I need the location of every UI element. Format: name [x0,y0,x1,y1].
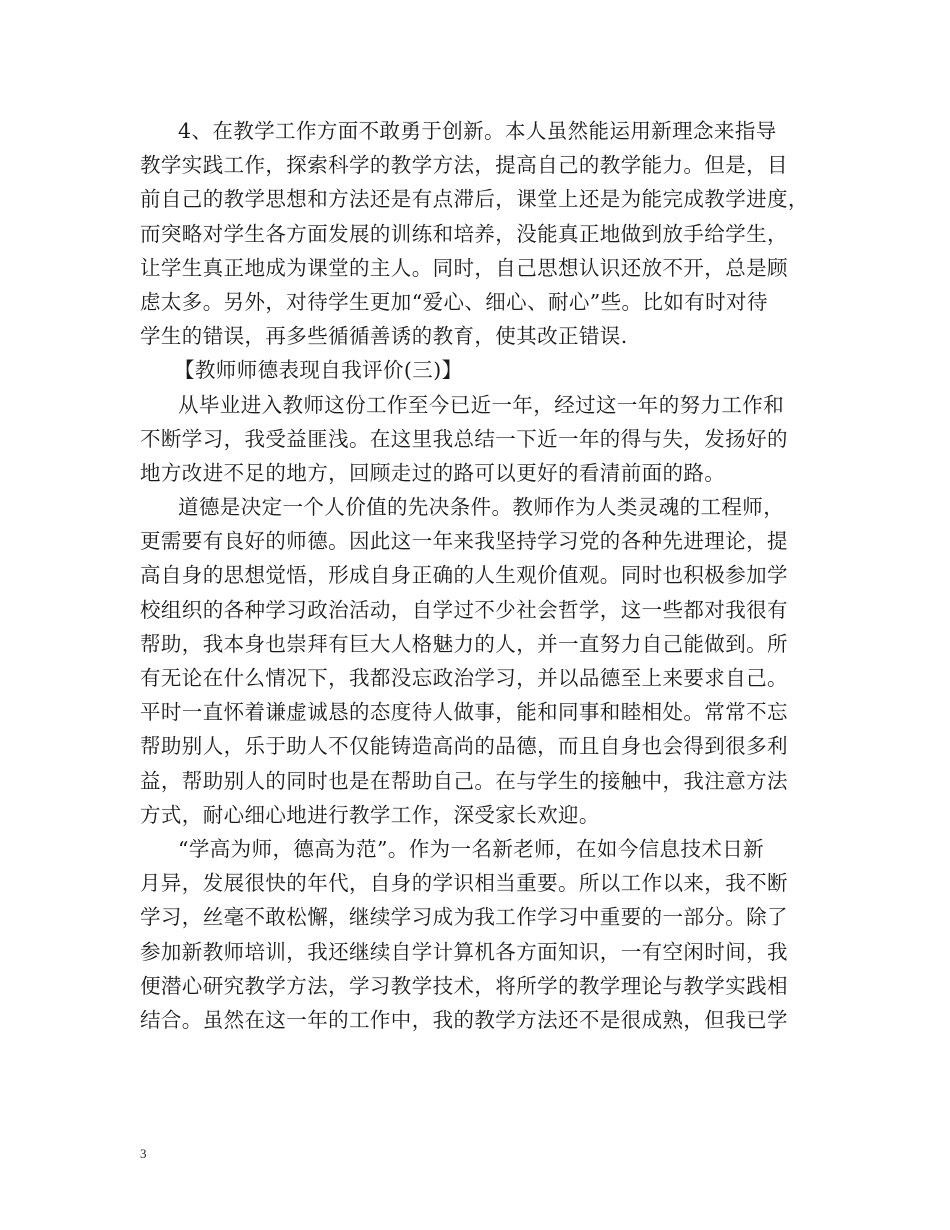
paragraph-line: 道德是决定一个人价值的先决条件。教师作为人类灵魂的工程师， [178,495,785,520]
paragraph-line: 不断学习，我受益匪浅。在这里我总结一下近一年的得与失，发扬好的 [140,426,788,451]
paragraph-line: 便潜心研究教学方法，学习教学技术，将所学的教学理论与教学实践相 [140,973,788,998]
page-number: 3 [140,1146,147,1161]
paragraph-line: 教学实践工作，探索科学的教学方法，提高自己的教学能力。但是，目 [140,153,788,178]
paragraph-line: 虑太多。另外，对待学生更加“爱心、细心、耐心”些。比如有时对待 [140,289,768,314]
paragraph-line: 校组织的各种学习政治活动，自学过不少社会哲学，这一些都对我很有 [140,597,788,622]
body-text [140,114,830,1037]
paragraph-line: 参加新教师培训，我还继续自学计算机各方面知识，一有空闲时间，我 [140,939,788,964]
paragraph-line: 方式，耐心细心地进行教学工作，深受家长欢迎。 [140,802,600,827]
paragraph-line: 地方改进不足的地方，回顾走过的路可以更好的看清前面的路。 [140,460,726,485]
paragraph-line: 月异，发展很快的年代，自身的学识相当重要。所以工作以来，我不断 [140,871,788,896]
paragraph-line: 4、在教学工作方面不敢勇于创新。本人虽然能运用新理念来指导 [178,119,777,143]
paragraph-line: 学生的错误，再多些循循善诱的教育，使其改正错误. [140,324,628,349]
paragraph-line: 而突略对学生各方面发展的训练和培养，没能真正地做到放手给学生， [140,221,788,246]
paragraph-line: 前自己的教学思想和方法还是有点滞后，课堂上还是为能完成教学进度， [140,187,809,212]
paragraph-line: 益，帮助别人的同时也是在帮助自己。在与学生的接触中，我注意方法 [140,768,788,793]
paragraph-line: 让学生真正地成为课堂的主人。同时，自己思想认识还放不开，总是顾 [140,255,788,280]
paragraph-line: 结合。虽然在这一年的工作中，我的教学方法还不是很成熟，但我已学 [140,1007,788,1032]
paragraph-line: 更需要有良好的师德。因此这一年来我坚持学习党的各种先进理论，提 [140,529,788,554]
paragraph-line: 高自身的思想觉悟，形成自身正确的人生观价值观。同时也积极参加学 [140,563,788,588]
paragraph-line: 从毕业进入教师这份工作至今已近一年，经过这一年的努力工作和 [178,392,785,417]
paragraph-line: 帮助别人，乐于助人不仅能铸造高尚的品德，而且自身也会得到很多利 [140,734,788,759]
paragraph-line: 有无论在什么情况下，我都没忘政治学习，并以品德至上来要求自己。 [140,666,788,690]
paragraph-line: 学习，丝毫不敢松懈，继续学习成为我工作学习中重要的一部分。除了 [140,905,788,930]
paragraph-line: 帮助，我本身也崇拜有巨大人格魅力的人，并一直努力自己能做到。所 [140,631,788,656]
paragraph-line: “学高为师，德高为范”。作为一名新老师，在如今信息技术日新 [178,836,765,861]
paragraph-line: 平时一直怀着谦虚诚恳的态度待人做事，能和同事和睦相处。常常不忘 [140,700,788,725]
section-heading: 【教师师德表现自我评价(三)】 [174,358,463,383]
